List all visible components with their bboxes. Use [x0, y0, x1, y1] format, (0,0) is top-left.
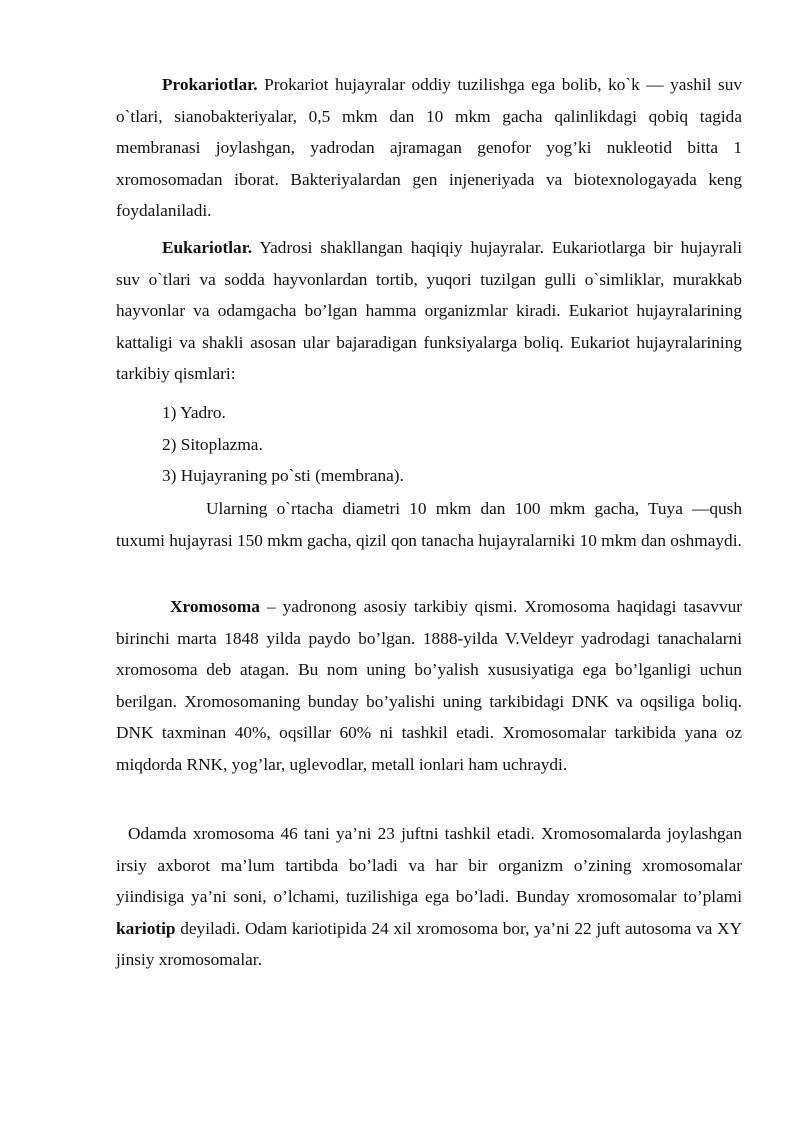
term-karyotype: kariotip: [116, 918, 176, 938]
paragraph-prokaryotes: [116, 69, 742, 227]
paragraph-karyotype-text-start: Odamda xromosoma 46 tani ya’ni 23 juftni tashkil etadi. Xromosomalarda joylashgan irsiy axborot ma’lum tartibda bo’ladi va har bir organizm o’zining xromosomalar yiindisiga ya’ni soni, o’lchami, tuzilishiga ega bo’ladi. Bunday xromosomalar to’plami: [116, 824, 742, 907]
paragraph-karyotype: [116, 818, 742, 976]
paragraph-cell-size: Ularning o`rtacha diametri 10 mkm dan 100 mkm gacha, Tuya —qush tuxumi hujayrasi 150 mkm gacha, qizil qon tanacha hujayralarniki 10 mkm dan oshmaydi.: [116, 499, 742, 550]
paragraph-eukaryotes-text: Yadrosi shakllangan haqiqiy hujayralar. Eukariotlarga bir hujayrali suv o`tlari va sodda hayvonlardan tortib, yuqori tuzilgan gulli o`simliklar, murakkab hayvonlar va odamgacha bo’lgan hamma organizmlar kiradi. Eukariot hujayralarining kattaligi va shakli asosan ular bajaradigan funksiyalarga boliq. Eukariot hujayralarining tarkibiy qismlari:: [116, 238, 742, 384]
list-item: 2) Sitoplazma.: [162, 435, 263, 454]
paragraph-prokaryotes-text: Prokariot hujayralar oddiy tuzilishga ega bolib, ko`k — yashil suv o`tlari, sianobakteriyalar, 0,5 mkm dan 10 mkm gacha qalinlikdagi qobiq tagida membranasi joylashgan, yadrodan ajramagan genofor yog’ki nukleotid bitta 1 xromosomadan iborat. Bakteriyalardan gen injeneriyada va biotexnologayada keng foydalaniladi.: [116, 75, 742, 221]
list-item: 3) Hujayraning po`sti (membrana).: [162, 466, 404, 485]
paragraph-karyotype-text-end: deyiladi. Odam kariotipida 24 xil xromosoma bor, ya’ni 22 juft autosoma va XY jinsiy xromosomalar.: [116, 918, 742, 970]
term-eukaryotes: Eukariotlar.: [162, 238, 253, 257]
paragraph-chromosome-text: – yadronong asosiy tarkibiy qismi. Xromosoma haqidagi tasavvur birinchi marta 1848 yilda paydo bo’lgan. 1888-yilda V.Veldeyr yadrodagi tanachalarni xromosoma deb atagan. Bu nom uning bo’yalish xususiyatiga ega bo’lganligi uchun berilgan. Xromosomaning bunday bo’yalishi uning tarkibidagi DNK va oqsiliga boliq. DNK taxminan 40%, oqsillar 60% ni tashkil etadi. Xromosomalar tarkibida yana oz miqdorda RNK, yog’lar, uglevodlar, metall ionlari ham uchraydi.: [116, 597, 742, 774]
term-chromosome: Xromosoma: [170, 597, 260, 616]
term-prokaryotes: Prokariotlar.: [162, 75, 258, 94]
list-item: 1) Yadro.: [162, 403, 226, 422]
paragraph-eukaryotes: [116, 232, 742, 390]
paragraph-chromosome: [116, 591, 742, 781]
